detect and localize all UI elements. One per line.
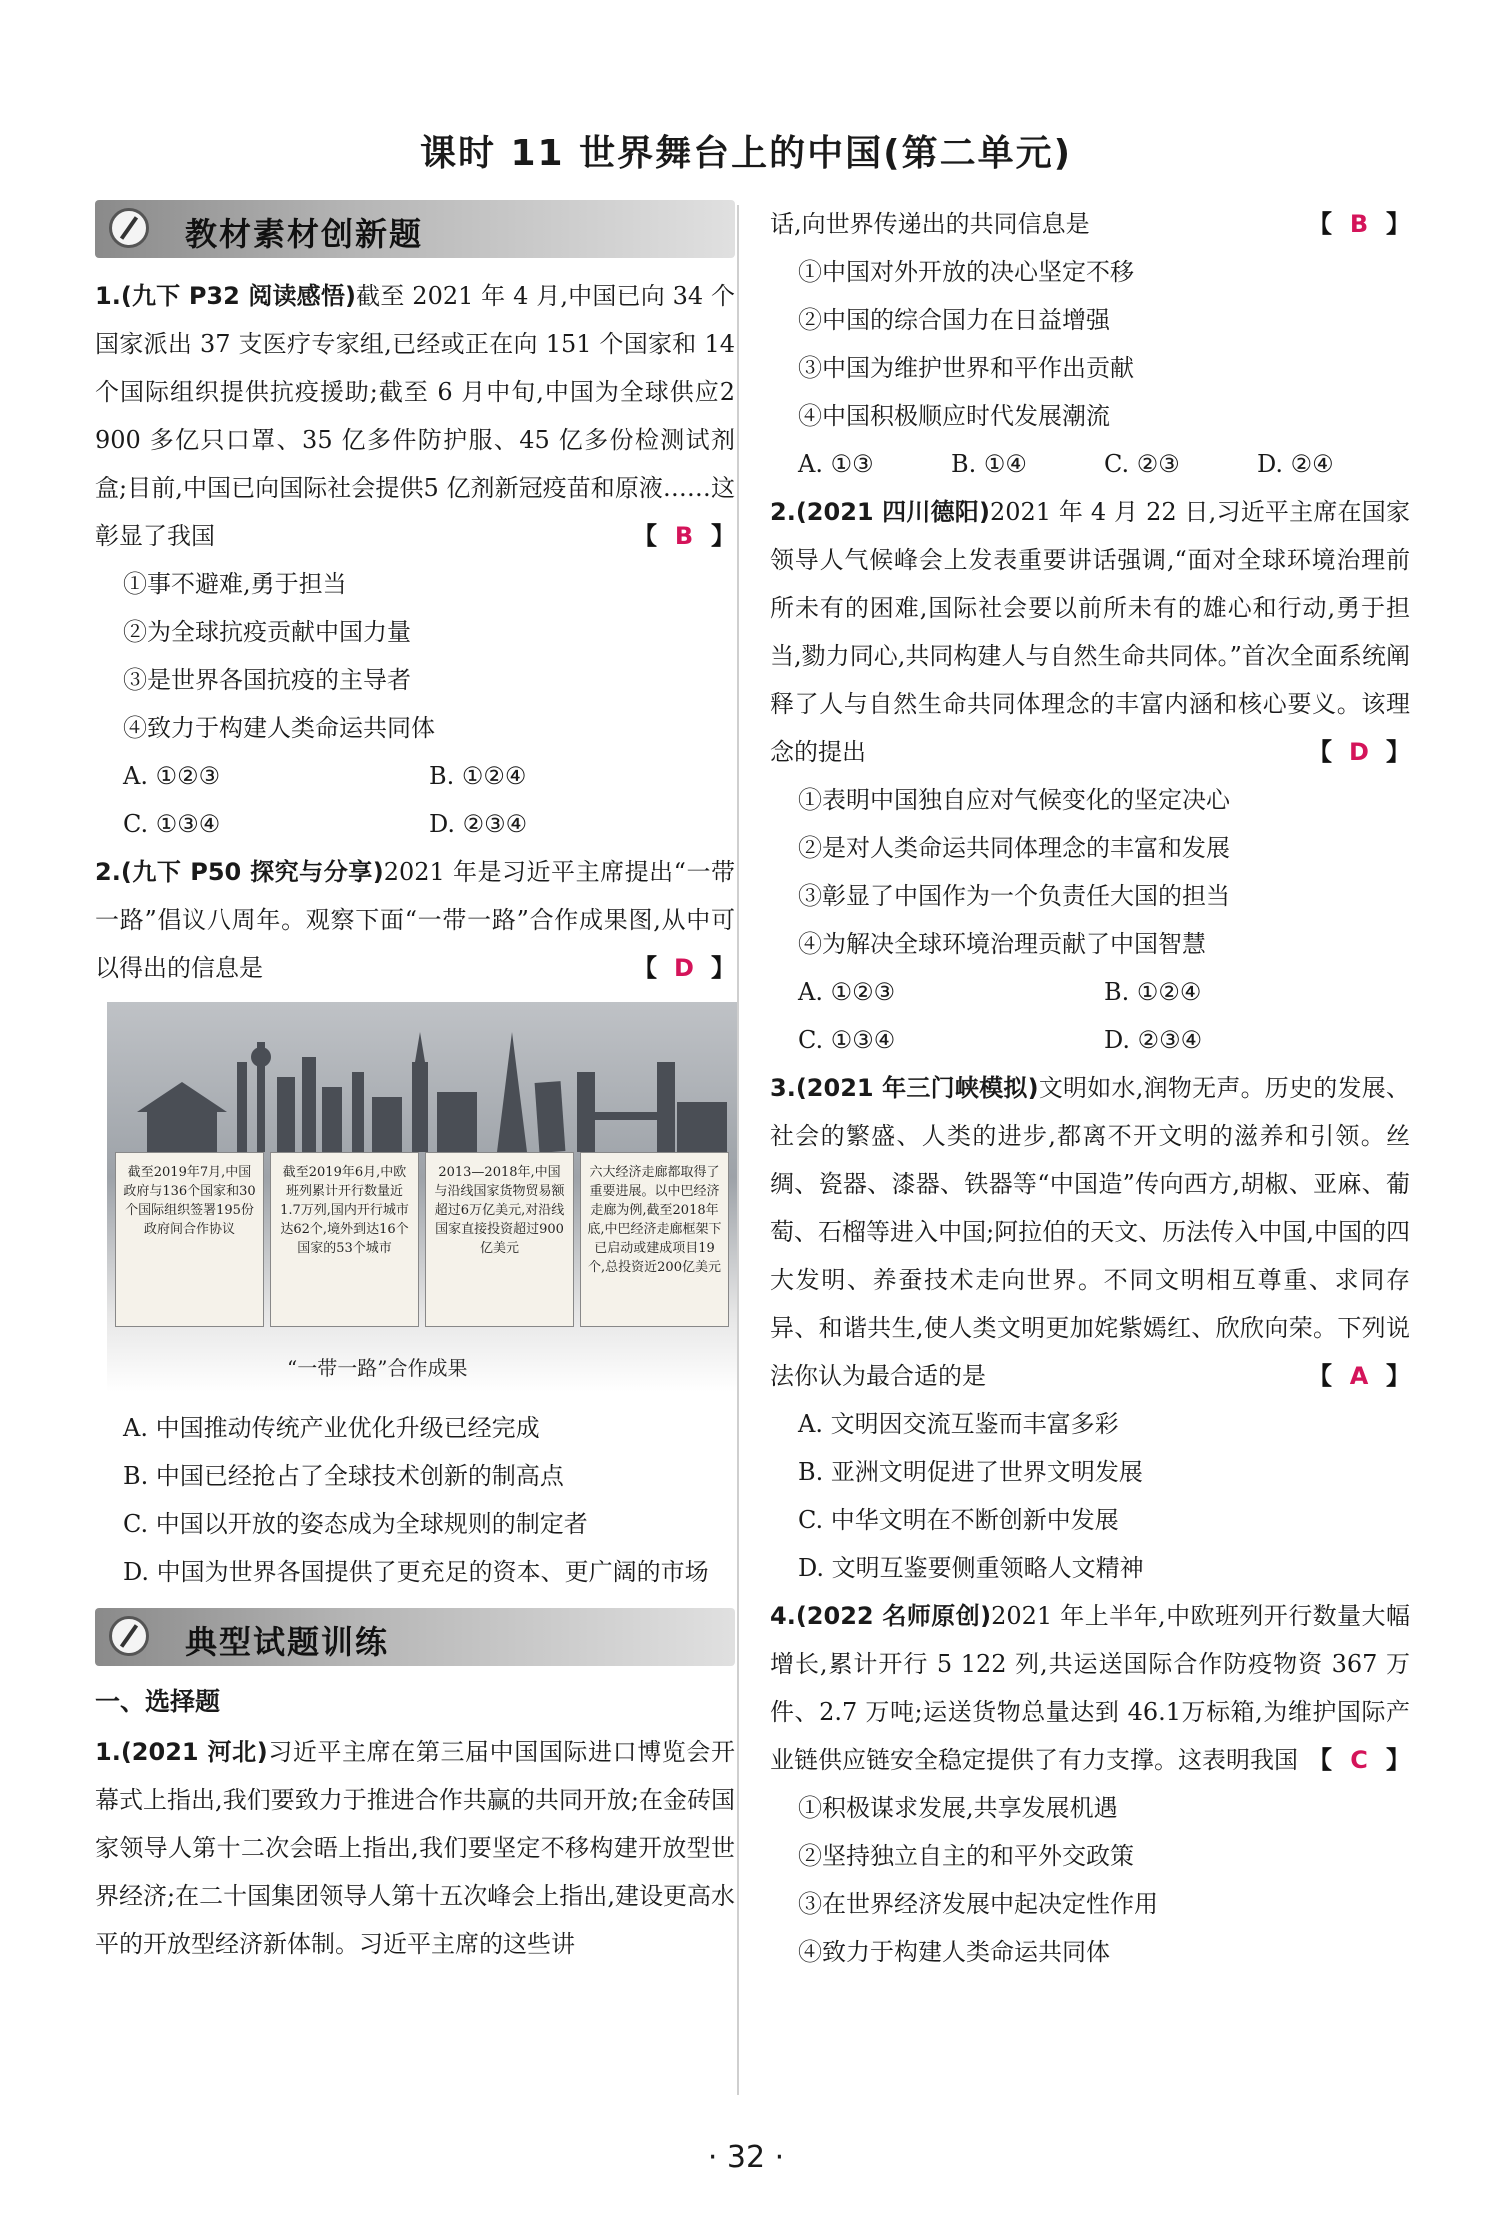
option: A. ①②③ bbox=[123, 762, 221, 790]
question-block bbox=[770, 1064, 1410, 1592]
statement: ①中国对外开放的决心坚定不移 bbox=[798, 258, 1134, 286]
question-block bbox=[95, 272, 735, 848]
option: A. ①③ bbox=[798, 450, 874, 478]
option: C. 中国以开放的姿态成为全球规则的制定者 bbox=[123, 1510, 588, 1538]
statement: ③在世界经济发展中起决定性作用 bbox=[798, 1890, 1158, 1918]
options bbox=[770, 968, 1410, 1064]
question-source: (九下 P50 探究与分享) bbox=[120, 858, 384, 886]
answer-letter: C bbox=[1350, 1746, 1368, 1774]
section-title: 典型试题训练 bbox=[185, 1623, 390, 1661]
compass-icon bbox=[109, 208, 149, 248]
section-title: 教材素材创新题 bbox=[185, 215, 424, 253]
answer-box bbox=[633, 944, 735, 992]
option: D. ②③④ bbox=[1104, 1026, 1203, 1054]
option: B. ①④ bbox=[951, 450, 1027, 478]
answer-box bbox=[1308, 728, 1410, 776]
question-stem bbox=[95, 1728, 735, 1968]
statement: ③彰显了中国作为一个负责任大国的担当 bbox=[798, 882, 1230, 910]
answer-letter: B bbox=[1349, 210, 1369, 238]
bracket-close: 】 bbox=[1386, 210, 1410, 238]
question-stem bbox=[95, 848, 735, 992]
option: A. ①②③ bbox=[798, 978, 896, 1006]
question-text: 截至 2021 年 4 月,中国已向 34 个国家派出 37 支医疗专家组,已经或正在向 151 个国家和 14 个国际组织提供抗疫援助;截至 6 月中旬,中国为全球供应2 900 多亿只口罩、35 亿多件防护服、45 亿多份检测试剂盒;目前,中国已向国际社会提供5 亿剂新冠疫苗和原液……这彰显了我国 bbox=[95, 282, 735, 550]
question-stem bbox=[770, 1064, 1410, 1400]
answer-box bbox=[1308, 200, 1410, 248]
question-text: 文明如水,润物无声。历史的发展、社会的繁盛、人类的进步,都离不开文明的滋养和引领。丝绸、瓷器、漆器、铁器等“中国造”传向西方,胡椒、亚麻、葡萄、石榴等进入中国;阿拉伯的天文、历法传入中国,中国的四大发明、养蚕技术走向世界。不同文明相互尊重、求同存异、和谐共生,使人类文明更加姹紫嫣红、欣欣向荣。下列说法你认为最合适的是 bbox=[770, 1074, 1410, 1390]
question-stem bbox=[95, 272, 735, 560]
statement: ②坚持独立自主的和平外交政策 bbox=[798, 1842, 1134, 1870]
answer-box bbox=[633, 512, 735, 560]
question-block bbox=[770, 1592, 1410, 1976]
question-number: 2. bbox=[770, 498, 796, 526]
statement: ①积极谋求发展,共享发展机遇 bbox=[798, 1794, 1118, 1822]
option: B. 中国已经抢占了全球技术创新的制高点 bbox=[123, 1462, 564, 1490]
statement: ②中国的综合国力在日益增强 bbox=[798, 306, 1110, 334]
statement: ③是世界各国抗疫的主导者 bbox=[123, 666, 411, 694]
statement: ④中国积极顺应时代发展潮流 bbox=[798, 402, 1110, 430]
question-block bbox=[770, 200, 1410, 488]
option: D. ②④ bbox=[1257, 450, 1334, 478]
question-text: 2021 年上半年,中欧班列开行数量大幅增长,累计开行 5 122 列,共运送国际合作防疫物资 367 万件、2.7 万吨;运送货物总量达到 46.1万标箱,为维护国际产业链供应链安全稳定提供了有力支撑。这表明我国 bbox=[770, 1602, 1410, 1774]
panel-text: 截至2019年7月,中国政府与136个国家和30个国际组织签署195份政府间合作协议 bbox=[115, 1152, 264, 1327]
statement: ①事不避难,勇于担当 bbox=[123, 570, 347, 598]
question-source: (九下 P32 阅读感悟) bbox=[120, 282, 356, 310]
bracket-open: 【 bbox=[1308, 1362, 1332, 1390]
compass-icon bbox=[109, 1616, 149, 1656]
option: A. 中国推动传统产业优化升级已经完成 bbox=[123, 1414, 540, 1442]
option: B. 亚洲文明促进了世界文明发展 bbox=[798, 1458, 1143, 1486]
image-caption: “一带一路”合作成果 bbox=[287, 1356, 468, 1380]
option: A. 文明因交流互鉴而丰富多彩 bbox=[798, 1410, 1119, 1438]
statement: ②是对人类命运共同体理念的丰富和发展 bbox=[798, 834, 1230, 862]
question-stem bbox=[770, 1592, 1410, 1784]
answer-box bbox=[1308, 1352, 1410, 1400]
section-header-innovation bbox=[95, 200, 735, 258]
panel-text: 六大经济走廊都取得了重要进展。以中巴经济走廊为例,截至2018年底,中巴经济走廊框架下已启动或建成项目19个,总投资近200亿美元 bbox=[580, 1152, 729, 1327]
statement: ④致力于构建人类命运共同体 bbox=[798, 1938, 1110, 1966]
question-block bbox=[770, 488, 1410, 1064]
option: B. ①②④ bbox=[429, 762, 527, 790]
achievement-panels bbox=[115, 1152, 729, 1327]
question-source: (2022 名师原创) bbox=[795, 1602, 992, 1630]
column-divider bbox=[737, 205, 739, 2095]
statement: ④致力于构建人类命运共同体 bbox=[123, 714, 435, 742]
question-text: 话,向世界传递出的共同信息是 bbox=[770, 210, 1090, 238]
answer-letter: D bbox=[1349, 738, 1369, 766]
option: D. 文明互鉴要侧重领略人文精神 bbox=[798, 1554, 1144, 1582]
question-block bbox=[95, 1728, 735, 1968]
option: C. ①③④ bbox=[123, 810, 221, 838]
question-source: (2021 年三门峡模拟) bbox=[795, 1074, 1039, 1102]
option: C. 中华文明在不断创新中发展 bbox=[798, 1506, 1119, 1534]
question-stem bbox=[770, 200, 1410, 248]
question-text: 习近平主席在第三届中国国际进口博览会开幕式上指出,我们要致力于推进合作共赢的共同开放;在金砖国家领导人第十二次会晤上指出,我们要坚定不移构建开放型世界经济;在二十国集团领导人第十五次峰会上指出,建设更高水平的开放型经济新体制。习近平主席的这些讲 bbox=[95, 1738, 735, 1958]
question-source: (2021 四川德阳) bbox=[795, 498, 990, 526]
answer-letter: D bbox=[674, 954, 694, 982]
bracket-close: 】 bbox=[711, 522, 735, 550]
section-header-training bbox=[95, 1608, 735, 1666]
answer-box bbox=[1308, 1736, 1410, 1784]
question-stem bbox=[770, 488, 1410, 776]
right-column bbox=[770, 200, 1410, 1976]
statement: ③中国为维护世界和平作出贡献 bbox=[798, 354, 1134, 382]
bracket-open: 【 bbox=[633, 522, 657, 550]
statement: ②为全球抗疫贡献中国力量 bbox=[123, 618, 411, 646]
question-number: 2. bbox=[95, 858, 121, 886]
question-block bbox=[95, 848, 735, 1596]
question-text: 2021 年是习近平主席提出“一带一路”倡议八周年。观察下面“一带一路”合作成果图,从中可以得出的信息是 bbox=[95, 858, 735, 982]
option: D. 中国为世界各国提供了更充足的资本、更广阔的市场 bbox=[123, 1558, 709, 1586]
bracket-close: 】 bbox=[711, 954, 735, 982]
answer-letter: B bbox=[674, 522, 694, 550]
left-column bbox=[95, 200, 735, 1968]
option: C. ①③④ bbox=[798, 1026, 896, 1054]
panel-text: 2013—2018年,中国与沿线国家货物贸易额超过6万亿美元,对沿线国家直接投资超过900亿美元 bbox=[425, 1152, 574, 1327]
page-title: 课时 11 世界舞台上的中国(第二单元) bbox=[419, 133, 1073, 174]
bracket-open: 【 bbox=[633, 954, 657, 982]
subsection-heading: 一、选择题 bbox=[95, 1687, 221, 1716]
option: C. ②③ bbox=[1104, 450, 1180, 478]
page-number: · 32 · bbox=[707, 2140, 785, 2175]
question-number: 1. bbox=[95, 282, 121, 310]
statement: ①表明中国独自应对气候变化的坚定决心 bbox=[798, 786, 1230, 814]
answer-letter: A bbox=[1349, 1362, 1369, 1390]
bracket-close: 】 bbox=[1386, 1746, 1410, 1774]
bracket-open: 【 bbox=[1308, 210, 1332, 238]
question-number: 1. bbox=[95, 1738, 121, 1766]
option: D. ②③④ bbox=[429, 810, 528, 838]
options bbox=[770, 440, 1410, 488]
question-number: 4. bbox=[770, 1602, 796, 1630]
bracket-close: 】 bbox=[1386, 1362, 1410, 1390]
option: B. ①②④ bbox=[1104, 978, 1202, 1006]
question-source: (2021 河北) bbox=[120, 1738, 268, 1766]
question-text: 2021 年 4 月 22 日,习近平主席在国家领导人气候峰会上发表重要讲话强调,“面对全球环境治理前所未有的困难,国际社会要以前所未有的雄心和行动,勇于担当,勠力同心,共同构建人与自然生命共同体。”首次全面系统阐释了人与自然生命共同体理念的丰富内涵和核心要义。该理念的提出 bbox=[770, 498, 1410, 766]
bracket-close: 】 bbox=[1386, 738, 1410, 766]
bracket-open: 【 bbox=[1308, 1746, 1332, 1774]
statement: ④为解决全球环境治理贡献了中国智慧 bbox=[798, 930, 1206, 958]
panel-text: 截至2019年6月,中欧班列累计开行数量近1.7万列,国内开行城市达62个,境外到达16个国家的53个城市 bbox=[270, 1152, 419, 1327]
options bbox=[95, 752, 735, 848]
bracket-open: 【 bbox=[1308, 738, 1332, 766]
belt-road-image bbox=[107, 1002, 737, 1392]
question-number: 3. bbox=[770, 1074, 796, 1102]
